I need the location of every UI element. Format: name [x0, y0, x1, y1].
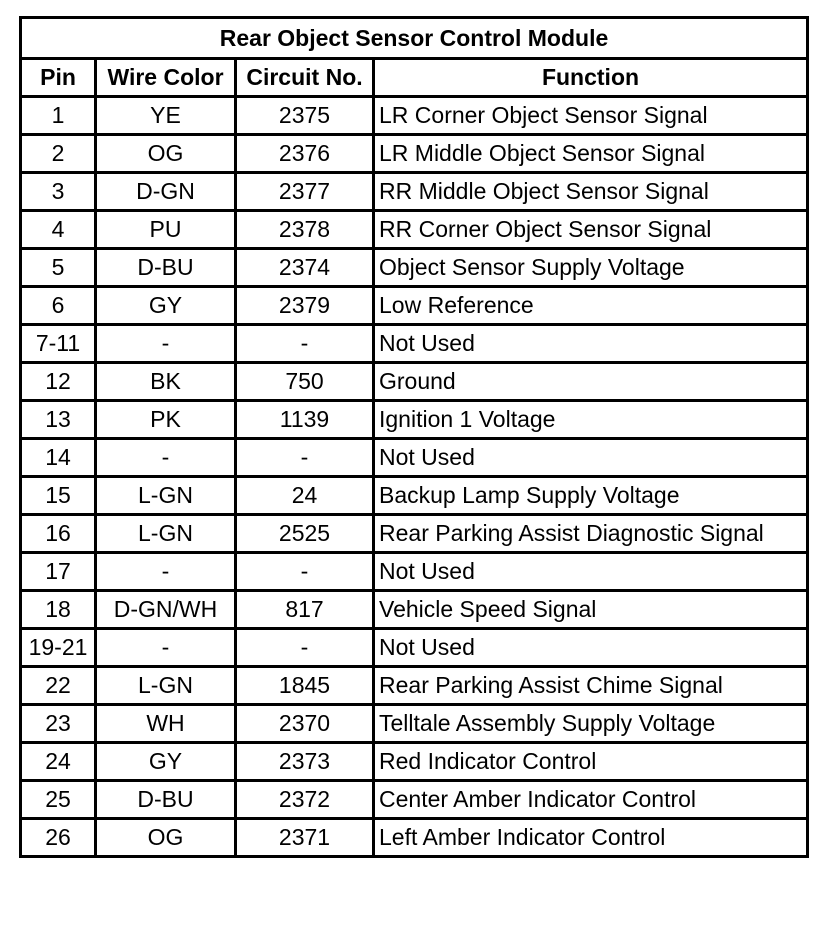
cell-wire-color: -: [96, 325, 236, 363]
table-row: [21, 705, 808, 743]
table-row: [21, 743, 808, 781]
header-circuit-no: Circuit No.: [236, 59, 374, 97]
cell-pin: 12: [21, 363, 96, 401]
cell-function: Vehicle Speed Signal: [374, 591, 808, 629]
cell-function: Red Indicator Control: [374, 743, 808, 781]
cell-circuit-no: 1845: [236, 667, 374, 705]
cell-function: RR Corner Object Sensor Signal: [374, 211, 808, 249]
header-wire-color: Wire Color: [96, 59, 236, 97]
cell-circuit-no: 2379: [236, 287, 374, 325]
cell-function: Not Used: [374, 553, 808, 591]
cell-function: Ignition 1 Voltage: [374, 401, 808, 439]
table-row: [21, 287, 808, 325]
table-title: Rear Object Sensor Control Module: [21, 18, 808, 59]
table-row: [21, 781, 808, 819]
cell-circuit-no: 2373: [236, 743, 374, 781]
cell-pin: 6: [21, 287, 96, 325]
table-row: [21, 211, 808, 249]
cell-pin: 14: [21, 439, 96, 477]
cell-pin: 18: [21, 591, 96, 629]
connector-table-container: [19, 16, 806, 858]
header-row: [21, 59, 808, 97]
cell-wire-color: -: [96, 629, 236, 667]
cell-wire-color: OG: [96, 819, 236, 857]
cell-function: RR Middle Object Sensor Signal: [374, 173, 808, 211]
cell-pin: 1: [21, 97, 96, 135]
table-row: [21, 629, 808, 667]
cell-circuit-no: 750: [236, 363, 374, 401]
cell-pin: 24: [21, 743, 96, 781]
cell-pin: 4: [21, 211, 96, 249]
cell-pin: 17: [21, 553, 96, 591]
cell-wire-color: GY: [96, 743, 236, 781]
cell-function: LR Middle Object Sensor Signal: [374, 135, 808, 173]
cell-wire-color: D-BU: [96, 249, 236, 287]
table-row: [21, 325, 808, 363]
cell-function: Object Sensor Supply Voltage: [374, 249, 808, 287]
cell-wire-color: L-GN: [96, 477, 236, 515]
cell-pin: 15: [21, 477, 96, 515]
cell-function: Center Amber Indicator Control: [374, 781, 808, 819]
table-row: [21, 553, 808, 591]
table-row: [21, 97, 808, 135]
cell-circuit-no: -: [236, 553, 374, 591]
table-row: [21, 173, 808, 211]
cell-circuit-no: -: [236, 629, 374, 667]
cell-wire-color: -: [96, 439, 236, 477]
cell-wire-color: PK: [96, 401, 236, 439]
cell-wire-color: L-GN: [96, 515, 236, 553]
table-row: [21, 515, 808, 553]
cell-function: Rear Parking Assist Diagnostic Signal: [374, 515, 808, 553]
cell-function: Low Reference: [374, 287, 808, 325]
cell-circuit-no: -: [236, 325, 374, 363]
cell-circuit-no: 2371: [236, 819, 374, 857]
cell-function: LR Corner Object Sensor Signal: [374, 97, 808, 135]
table-row: [21, 439, 808, 477]
cell-function: Not Used: [374, 325, 808, 363]
cell-pin: 13: [21, 401, 96, 439]
cell-wire-color: L-GN: [96, 667, 236, 705]
cell-pin: 25: [21, 781, 96, 819]
cell-wire-color: D-GN/WH: [96, 591, 236, 629]
table-row: [21, 477, 808, 515]
table-body: [21, 97, 808, 857]
table-row: [21, 135, 808, 173]
cell-circuit-no: 817: [236, 591, 374, 629]
cell-pin: 22: [21, 667, 96, 705]
cell-pin: 3: [21, 173, 96, 211]
cell-circuit-no: 2525: [236, 515, 374, 553]
cell-wire-color: PU: [96, 211, 236, 249]
cell-function: Telltale Assembly Supply Voltage: [374, 705, 808, 743]
cell-circuit-no: 2378: [236, 211, 374, 249]
cell-circuit-no: 2372: [236, 781, 374, 819]
cell-wire-color: -: [96, 553, 236, 591]
table-row: [21, 363, 808, 401]
table-row: [21, 667, 808, 705]
cell-pin: 16: [21, 515, 96, 553]
cell-wire-color: BK: [96, 363, 236, 401]
connector-pinout-table: [19, 16, 809, 858]
cell-pin: 2: [21, 135, 96, 173]
cell-pin: 7-11: [21, 325, 96, 363]
table-row: [21, 401, 808, 439]
cell-circuit-no: 1139: [236, 401, 374, 439]
cell-wire-color: D-BU: [96, 781, 236, 819]
cell-wire-color: D-GN: [96, 173, 236, 211]
cell-pin: 19-21: [21, 629, 96, 667]
table-row: [21, 591, 808, 629]
cell-wire-color: OG: [96, 135, 236, 173]
cell-circuit-no: 24: [236, 477, 374, 515]
cell-pin: 23: [21, 705, 96, 743]
cell-function: Not Used: [374, 629, 808, 667]
table-row: [21, 819, 808, 857]
cell-pin: 5: [21, 249, 96, 287]
cell-circuit-no: 2370: [236, 705, 374, 743]
header-pin: Pin: [21, 59, 96, 97]
cell-pin: 26: [21, 819, 96, 857]
cell-circuit-no: 2376: [236, 135, 374, 173]
cell-wire-color: WH: [96, 705, 236, 743]
cell-circuit-no: -: [236, 439, 374, 477]
cell-circuit-no: 2377: [236, 173, 374, 211]
cell-wire-color: GY: [96, 287, 236, 325]
header-function: Function: [374, 59, 808, 97]
cell-function: Rear Parking Assist Chime Signal: [374, 667, 808, 705]
table-row: [21, 249, 808, 287]
title-row: [21, 18, 808, 59]
cell-circuit-no: 2374: [236, 249, 374, 287]
cell-wire-color: YE: [96, 97, 236, 135]
cell-function: Backup Lamp Supply Voltage: [374, 477, 808, 515]
cell-circuit-no: 2375: [236, 97, 374, 135]
cell-function: Not Used: [374, 439, 808, 477]
cell-function: Left Amber Indicator Control: [374, 819, 808, 857]
cell-function: Ground: [374, 363, 808, 401]
